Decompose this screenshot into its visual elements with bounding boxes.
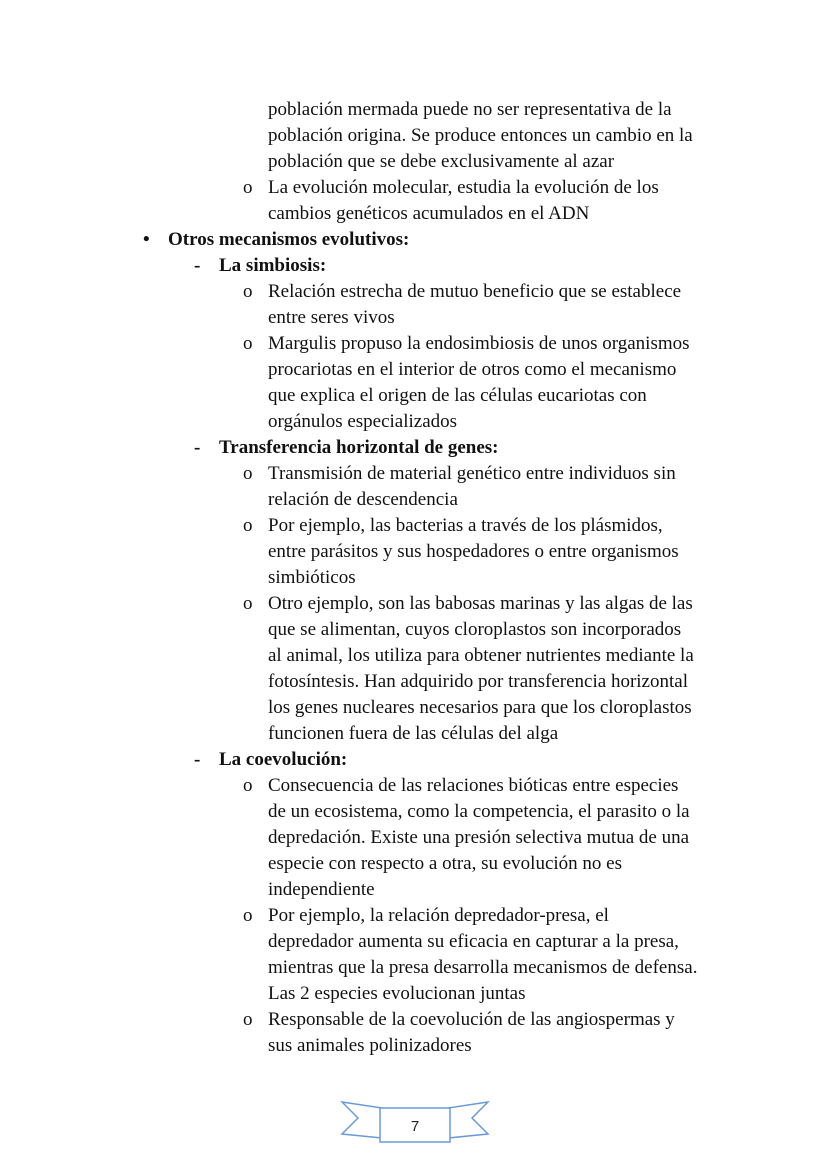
- text-line: [0, 305, 828, 331]
- sub-item: [0, 1007, 828, 1059]
- text-line: [0, 851, 828, 877]
- text-line: [0, 721, 828, 747]
- line-text: fotosíntesis. Han adquirido por transferencia horizontal: [268, 671, 688, 692]
- text-line: [0, 175, 828, 201]
- line-text: Consecuencia de las relaciones bióticas entre especies: [268, 775, 679, 796]
- line-text: mientras que la presa desarrolla mecanismos de defensa.: [268, 957, 698, 978]
- text-line: [0, 773, 828, 799]
- sub-item: [0, 461, 828, 513]
- line-text: sus animales polinizadores: [268, 1035, 472, 1056]
- circle-bullet-icon: o: [243, 463, 253, 484]
- bullet-icon: •: [143, 229, 150, 250]
- line-text: simbióticos: [268, 567, 356, 588]
- line-text: Transferencia horizontal de genes:: [219, 437, 499, 458]
- line-text: orgánulos especializados: [268, 411, 458, 432]
- text-line: [0, 357, 828, 383]
- line-text: población origina. Se produce entonces un cambio en la: [268, 125, 693, 146]
- dash-icon: -: [194, 749, 201, 770]
- circle-bullet-icon: o: [243, 775, 253, 796]
- text-line: [0, 799, 828, 825]
- text-line: [0, 643, 828, 669]
- subheading: [0, 253, 828, 279]
- subheading: [0, 435, 828, 461]
- document-body: [0, 97, 828, 1059]
- text-line: [0, 97, 828, 123]
- sub-item: [0, 591, 828, 747]
- text-line: [0, 617, 828, 643]
- sub-item: [0, 331, 828, 435]
- text-line: [0, 123, 828, 149]
- text-line: [0, 929, 828, 955]
- dash-icon: -: [194, 437, 201, 458]
- circle-bullet-icon: o: [243, 593, 253, 614]
- text-line: [0, 591, 828, 617]
- line-text: relación de descendencia: [268, 489, 458, 510]
- text-line: [0, 487, 828, 513]
- line-text: La evolución molecular, estudia la evolución de los: [268, 177, 659, 198]
- text-line: [0, 279, 828, 305]
- line-text: entre parásitos y sus hospedadores o entre organismos: [268, 541, 679, 562]
- line-text: Responsable de la coevolución de las angiospermas y: [268, 1009, 675, 1030]
- text-line: [0, 253, 828, 279]
- line-text: especie con respecto a otra, su evolución no es: [268, 853, 623, 874]
- line-text: depredador aumenta su eficacia en capturar a la presa,: [268, 931, 679, 952]
- text-line: [0, 435, 828, 461]
- text-line: [0, 695, 828, 721]
- text-line: [0, 513, 828, 539]
- subheading: [0, 747, 828, 773]
- line-text: La coevolución:: [219, 749, 348, 770]
- bullet-heading: [0, 227, 828, 253]
- page-number: 7: [410, 1118, 420, 1135]
- text-line: [0, 981, 828, 1007]
- text-line: [0, 877, 828, 903]
- line-text: La simbiosis:: [219, 255, 327, 276]
- sub-item: [0, 773, 828, 903]
- line-text: población que se debe exclusivamente al azar: [268, 151, 615, 172]
- text-line: [0, 201, 828, 227]
- text-line: [0, 565, 828, 591]
- text-line: [0, 747, 828, 773]
- continuation-text: [0, 97, 828, 175]
- line-text: Por ejemplo, las bacterias a través de los plásmidos,: [268, 515, 663, 536]
- line-text: Otro ejemplo, son las babosas marinas y las algas de las: [268, 593, 693, 614]
- text-line: [0, 539, 828, 565]
- circle-bullet-icon: o: [243, 177, 253, 198]
- text-line: [0, 825, 828, 851]
- sub-item: [0, 279, 828, 331]
- line-text: cambios genéticos acumulados en el ADN: [268, 203, 590, 224]
- text-line: [0, 383, 828, 409]
- text-line: [0, 331, 828, 357]
- line-text: Por ejemplo, la relación depredador-presa, el: [268, 905, 609, 926]
- line-text: depredación. Existe una presión selectiva mutua de una: [268, 827, 690, 848]
- line-text: procariotas en el interior de otros como el mecanismo: [268, 359, 677, 380]
- line-text: población mermada puede no ser representativa de la: [268, 99, 672, 120]
- circle-bullet-icon: o: [243, 905, 253, 926]
- page-footer: [340, 1098, 490, 1146]
- line-text: los genes nucleares necesarios para que los cloroplastos: [268, 697, 692, 718]
- sub-item: [0, 513, 828, 591]
- line-text: funcionen fuera de las células del alga: [268, 723, 559, 744]
- text-line: [0, 955, 828, 981]
- line-text: al animal, los utiliza para obtener nutrientes mediante la: [268, 645, 694, 666]
- text-line: [0, 1007, 828, 1033]
- line-text: Otros mecanismos evolutivos:: [168, 229, 410, 250]
- line-text: Transmisión de material genético entre individuos sin: [268, 463, 676, 484]
- circle-bullet-icon: o: [243, 515, 253, 536]
- line-text: que se alimentan, cuyos cloroplastos son incorporados: [268, 619, 682, 640]
- dash-icon: -: [194, 255, 201, 276]
- circle-bullet-icon: o: [243, 1009, 253, 1030]
- line-text: Relación estrecha de mutuo beneficio que se establece: [268, 281, 682, 302]
- text-line: [0, 669, 828, 695]
- sub-item: [0, 903, 828, 1007]
- circle-bullet-icon: o: [243, 333, 253, 354]
- line-text: que explica el origen de las células eucariotas con: [268, 385, 647, 406]
- line-text: entre seres vivos: [268, 307, 395, 328]
- text-line: [0, 149, 828, 175]
- circle-bullet-icon: o: [243, 281, 253, 302]
- line-text: Margulis propuso la endosimbiosis de unos organismos: [268, 333, 690, 354]
- line-text: de un ecosistema, como la competencia, el parasito o la: [268, 801, 690, 822]
- text-line: [0, 227, 828, 253]
- line-text: independiente: [268, 879, 375, 900]
- text-line: [0, 903, 828, 929]
- text-line: [0, 461, 828, 487]
- sub-item: [0, 175, 828, 227]
- text-line: [0, 1033, 828, 1059]
- line-text: Las 2 especies evolucionan juntas: [268, 983, 526, 1004]
- text-line: [0, 409, 828, 435]
